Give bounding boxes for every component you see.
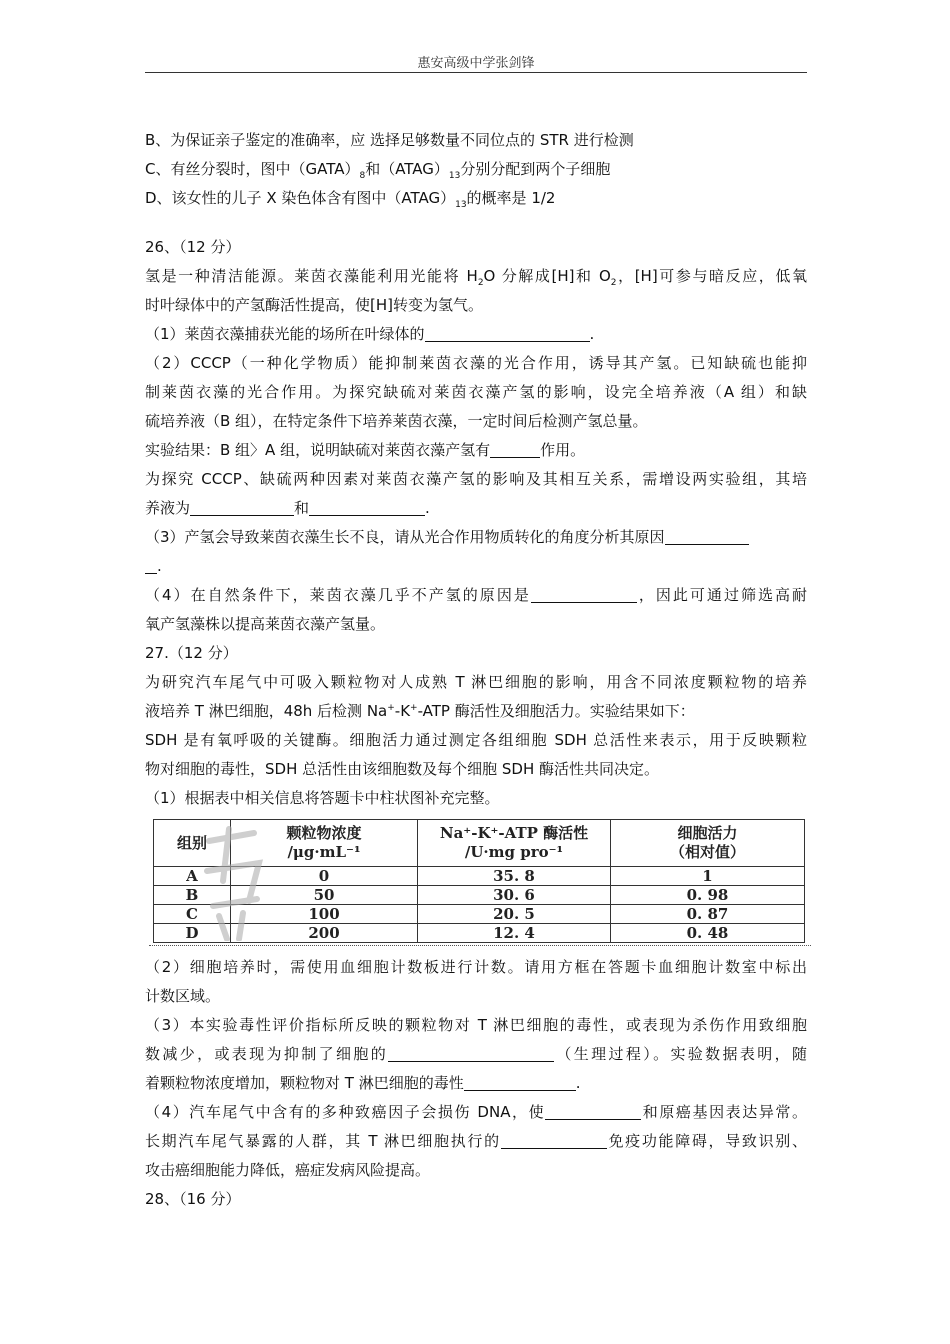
header-group: 组别: [154, 820, 231, 867]
q26-part-2-line-1: （2）CCCP（一种化学物质）能抑制莱茵衣藻的光合作用，诱导其产氢。已知缺硫也能抑: [145, 354, 807, 372]
q26-part-2-line-3: 硫培养液（B 组），在特定条件下培养莱茵衣藻，一定时间后检测产氢总量。: [145, 412, 648, 430]
question-28-heading: 28、（16 分）: [145, 1190, 241, 1208]
table-row: [154, 886, 805, 905]
q27-part-4-line-2: 长期汽车尾气暴露的人群，其 T 淋巴细胞执行的 免疫功能障碍，导致识别、: [145, 1132, 807, 1150]
q27-part-3-line-2: 数减少，或表现为抑制了细胞的 （生理过程）。实验数据表明，随: [145, 1045, 807, 1063]
option-c: C、有丝分裂时，图中$(GATA)_8$和$(ATAG)_{13}$分别分配到两个子细胞: [145, 160, 611, 181]
results-table-image: [149, 819, 809, 947]
cell-viability: 1: [611, 867, 805, 886]
answer-blank[interactable]: [425, 323, 590, 342]
q27-sdh-line-2: 物对细胞的毒性，SDH 总活性由该细胞数及每个细胞 SDH 酶活性共同决定。: [145, 760, 660, 778]
q26-further-line-2: 养液为 和 .: [145, 499, 430, 517]
q26-part-1: （1）莱茵衣藻捕获光能的场所在叶绿体的 .: [145, 325, 595, 343]
q27-part-3-line-3: 着颗粒物浓度增加，颗粒物对 T 淋巴细胞的毒性 .: [145, 1074, 581, 1092]
table-row: [154, 924, 805, 943]
answer-blank[interactable]: [464, 1072, 576, 1091]
q26-part-4-line-1: （4）在自然条件下，莱茵衣藻几乎不产氢的原因是 ，因此可通过筛选高耐: [145, 586, 807, 604]
answer-blank[interactable]: [501, 1130, 607, 1149]
cell-concentration: 50: [231, 886, 418, 905]
document-body: [145, 126, 807, 1214]
table-row: [154, 867, 805, 886]
q27-sdh-line-1: SDH 是有氧呼吸的关键酶。细胞活力通过测定各组细胞 SDH 总活性来表示，用于反映颗粒: [145, 731, 807, 749]
answer-blank[interactable]: [388, 1043, 554, 1062]
cell-group: D: [154, 924, 231, 943]
results-table: [153, 819, 805, 943]
header-atp-activity: Na⁺-K⁺-ATP 酶活性 /U·mg pro⁻¹: [418, 820, 611, 867]
cell-atp: 12. 4: [418, 924, 611, 943]
q26-intro-line-2: 时叶绿体中的产氢酶活性提高，使[H]转变为氢气。: [145, 296, 483, 314]
answer-blank[interactable]: [145, 555, 157, 574]
table-header-row: [154, 820, 805, 867]
cell-group: B: [154, 886, 231, 905]
question-26-heading: 26、（12 分）: [145, 238, 241, 256]
question-27-heading: 27.（12 分）: [145, 644, 238, 662]
header-rule: [145, 72, 807, 73]
answer-blank[interactable]: [490, 439, 540, 458]
cell-viability: 0. 98: [611, 886, 805, 905]
q26-part-2-line-2: 制莱茵衣藻的光合作用。为探究缺硫对莱茵衣藻产氢的影响，设完全培养液（A 组）和缺: [145, 383, 807, 401]
cell-concentration: 0: [231, 867, 418, 886]
header-concentration: 颗粒物浓度 /μg·mL⁻¹: [231, 820, 418, 867]
cell-viability: 0. 87: [611, 905, 805, 924]
page-header: 惠安高级中学张剑锋: [417, 56, 535, 71]
cell-concentration: 200: [231, 924, 418, 943]
q27-part-4-line-3: 攻击癌细胞能力降低，癌症发病风险提高。: [145, 1161, 431, 1179]
q27-intro-line-2: 液培养 T 淋巴细胞，48h 后检测 Na+-K+-ATP 酶活性及细胞活力。实验结果如下：: [145, 702, 695, 720]
cell-atp: 30. 6: [418, 886, 611, 905]
q27-part-2-line-2: 计数区域。: [145, 987, 221, 1005]
answer-blank[interactable]: [531, 584, 637, 603]
cell-group: C: [154, 905, 231, 924]
q26-intro-line-1: 氢是一种清洁能源。莱茵衣藻能利用光能将 $H_2O$ 分解成[H]和 $O_2$，[H]可参与暗反应，低氧: [145, 267, 807, 288]
q26-further-line-1: 为探究 CCCP、缺硫两种因素对莱茵衣藻产氢的影响及其相互关系，需增设两实验组，其培: [145, 470, 807, 488]
answer-blank[interactable]: [190, 497, 294, 516]
option-b: B、为保证亲子鉴定的准确率，应 选择足够数量不同位点的 STR 进行检测: [145, 131, 634, 149]
q26-part-3-line-2: .: [145, 552, 807, 581]
answer-blank[interactable]: [309, 497, 425, 516]
header-cell-viability: 细胞活力 （相对值）: [611, 820, 805, 867]
cell-atp: 35. 8: [418, 867, 611, 886]
cell-atp: 20. 5: [418, 905, 611, 924]
answer-blank[interactable]: [545, 1101, 641, 1120]
table-row: [154, 905, 805, 924]
q27-part-3-line-1: （3）本实验毒性评价指标所反映的颗粒物对 T 淋巴细胞的毒性，或表现为杀伤作用致细胞: [145, 1016, 807, 1034]
cell-concentration: 100: [231, 905, 418, 924]
option-d: D、该女性的儿子 X 染色体含有图中$(ATAG)_{13}$的概率是 1/2: [145, 189, 556, 210]
q27-part-4-line-1: （4）汽车尾气中含有的多种致癌因子会损伤 DNA，使 和原癌基因表达异常。: [145, 1103, 807, 1121]
q27-part-2-line-1: （2）细胞培养时，需使用血细胞计数板进行计数。请用方框在答题卡血细胞计数室中标出: [145, 958, 807, 976]
cell-group: A: [154, 867, 231, 886]
q26-part-4-line-2: 氧产氢藻株以提高莱茵衣藻产氢量。: [145, 615, 386, 633]
q27-part-1: （1）根据表中相关信息将答题卡中柱状图补充完整。: [145, 789, 500, 807]
q26-result: 实验结果：B 组〉A 组，说明缺硫对莱茵衣藻产氢有 作用。: [145, 441, 586, 459]
answer-blank[interactable]: [665, 526, 749, 545]
table-bottom-edge: [149, 945, 811, 946]
cell-viability: 0. 48: [611, 924, 805, 943]
q26-part-3-line-1: （3）产氢会导致莱茵衣藻生长不良，请从光合作用物质转化的角度分析其原因: [145, 523, 807, 552]
q27-intro-line-1: 为研究汽车尾气中可吸入颗粒物对人成熟 T 淋巴细胞的影响，用含不同浓度颗粒物的培养: [145, 673, 807, 691]
